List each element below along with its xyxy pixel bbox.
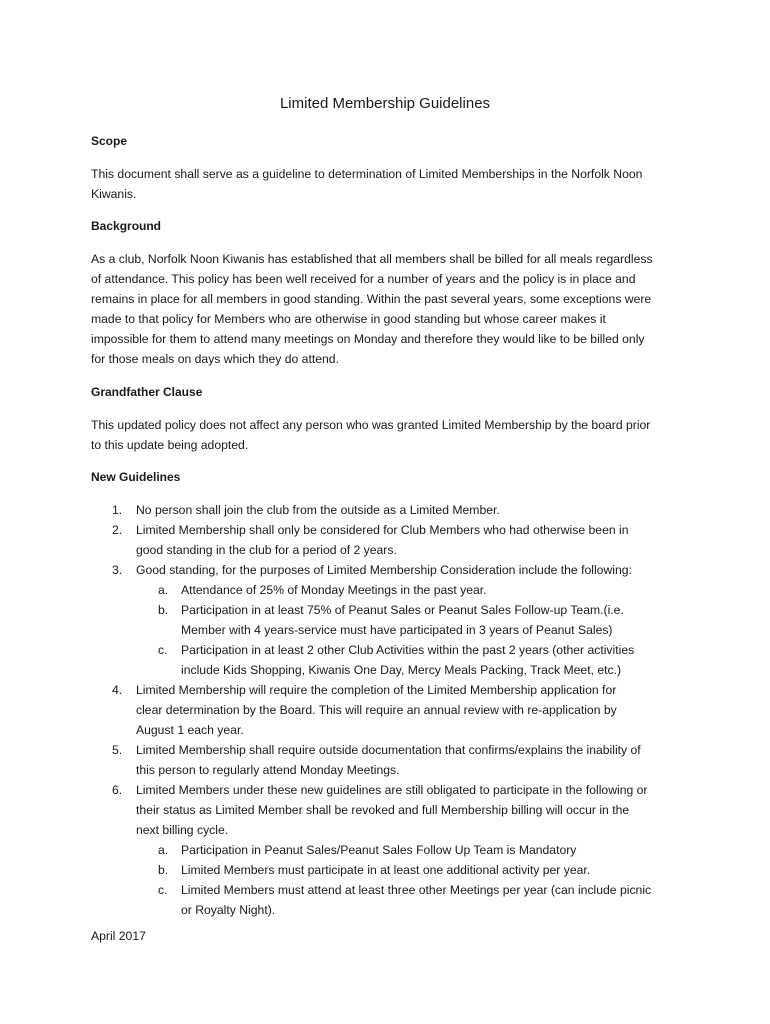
list-item-line: Attendance of 25% of Monday Meetings in the past year. [181,583,487,597]
list-item-line: Limited Members under these new guidelines are still obligated to participate in the following or [136,783,648,797]
list-item-line: Participation in at least 75% of Peanut Sales or Peanut Sales Follow-up Team.(i.e. [181,603,624,617]
list-item-number: 1. [112,503,123,517]
list-item-line: Limited Membership will require the completion of the Limited Membership application for [136,683,617,697]
list-item-line: No person shall join the club from the outside as a Limited Member. [136,503,500,517]
grandfather-heading: Grandfather Clause [91,385,203,399]
list-item-line: Participation in at least 2 other Club Activities within the past 2 years (other activities [181,643,635,657]
list-item-number: 6. [112,783,123,797]
sub-list-item-text [181,640,634,680]
sub-list-item-text [181,880,651,920]
sub-list-item-text [181,840,576,860]
list-item-line: Good standing, for the purposes of Limited Membership Consideration include the following: [136,563,632,577]
scope-paragraph [91,164,691,204]
list-item-line: Limited Members must attend at least three other Meetings per year (can include picnic [181,883,652,897]
list-item-line: Member with 4 years-service must have participated in 3 years of Peanut Sales) [181,623,613,637]
sub-list-item-letter: c. [158,883,168,897]
list-item-line: August 1 each year. [136,723,244,737]
paragraph-line: As a club, Norfolk Noon Kiwanis has established that all members shall be billed for all meals regardless [91,252,653,266]
sub-list-item-text [181,600,624,640]
grandfather-paragraph [91,415,691,455]
paragraph-line: to this update being adopted. [91,438,249,452]
sub-list-item-letter: b. [158,603,169,617]
list-item-text [136,680,617,740]
sub-list-item-letter: a. [158,843,169,857]
list-item-line: Limited Membership shall only be considered for Club Members who had otherwise been in [136,523,629,537]
list-item-line: next billing cycle. [136,823,229,837]
scope-heading: Scope [91,134,128,148]
paragraph-line: Kiwanis. [91,187,137,201]
list-item-line: Limited Members must participate in at least one additional activity per year. [181,863,591,877]
background-heading: Background [91,219,162,233]
paragraph-line: impossible for them to attend many meetings on Monday and therefore they would like to be billed only [91,332,645,346]
list-item-line: clear determination by the Board. This will require an annual review with re-application by [136,703,617,717]
document-title: Limited Membership Guidelines [279,95,491,112]
sub-list-item-letter: a. [158,583,169,597]
list-item-text [136,520,629,560]
list-item-number: 3. [112,563,123,577]
list-item-line: good standing in the club for a period of 2 years. [136,543,397,557]
paragraph-line: of attendance. This policy has been well received for a number of years and the policy is in place and [91,272,636,286]
sub-list-item-letter: c. [158,643,168,657]
guidelines-heading: New Guidelines [91,470,181,484]
list-item-text [136,780,647,840]
list-item-number: 5. [112,743,123,757]
paragraph-line: This updated policy does not affect any person who was granted Limited Membership by the board prior [91,418,651,432]
list-item-line: or Royalty Night). [181,903,276,917]
list-item-number: 4. [112,683,123,697]
sub-list-item-letter: b. [158,863,169,877]
list-item-line: this person to regularly attend Monday Meetings. [136,763,400,777]
list-item-line: Participation in Peanut Sales/Peanut Sales Follow Up Team is Mandatory [181,843,577,857]
paragraph-line: remains in place for all members in good standing. Within the past several years, some exceptions were [91,292,652,306]
list-item-text [136,500,500,520]
sub-list-item-text [181,580,487,600]
list-item-line: include Kids Shopping, Kiwanis One Day, Mercy Meals Packing, Track Meet, etc.) [181,663,622,677]
list-item-text [136,740,641,780]
paragraph-line: made to that policy for Members who are otherwise in good standing but whose career makes it [91,312,606,326]
list-item-line: their status as Limited Member shall be revoked and full Membership billing will occur in the [136,803,630,817]
paragraph-line: This document shall serve as a guideline to determination of Limited Memberships in the Norfolk Noon [91,167,643,181]
background-paragraph [91,249,691,369]
document-date: April 2017 [91,929,146,943]
sub-list-item-text [181,860,590,880]
paragraph-line: for those meals on days which they do attend. [91,352,339,366]
list-item-line: Limited Membership shall require outside documentation that confirms/explains the inability of [136,743,641,757]
list-item-number: 2. [112,523,123,537]
list-item-text [136,560,632,580]
